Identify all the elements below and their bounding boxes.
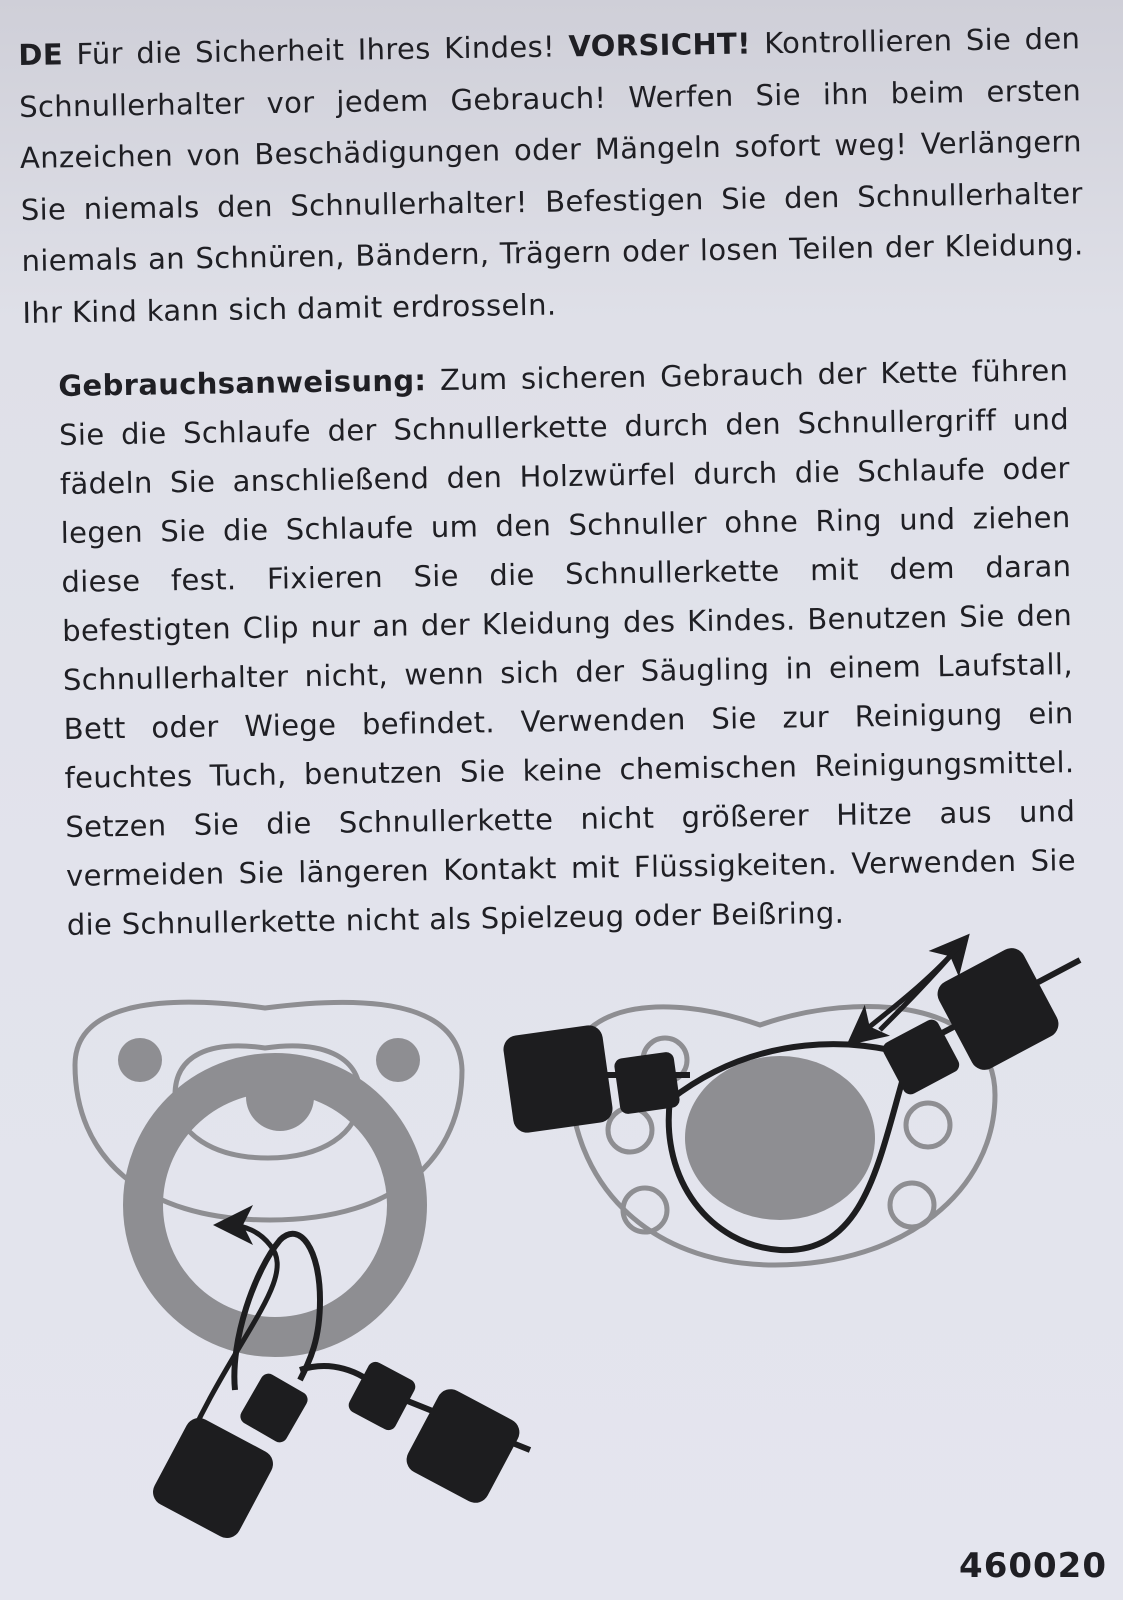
large-bead [148,1413,278,1540]
large-bead [502,1024,615,1135]
warning-paragraph [18,13,1085,339]
instructions-body: Zum sicheren Gebrauch der Kette führen Sie die Schlaufe der Schnullerkette durch den Schnullergriff und fädeln Sie anschließend den Holzwürfel durch die Schlaufe oder legen Sie die Schlaufe um den Schnuller ohne Ring und ziehen diese fest. Fixieren Sie die Schnullerkette mit dem daran befestigten Clip nur an der Kleidung des Kindes. Benutzen Sie den Schnullerhalter nicht, wenn sich der Säugling in einem Laufstall, Bett oder Wiege befindet. Verwenden Sie zur Reinigung ein feuchtes Tuch, benutzen Sie keine chemischen Reinigungsmittel. Setzen Sie die Schnullerkette nicht größerer Hitze aus und vermeiden Sie längeren Kontakt mit Flüssigkeiten. Verwenden Sie die Schnullerkette nicht als Spielzeug oder Beißring. [58,353,1077,942]
warning-body: Kontrollieren Sie den Schnullerhalter vor jedem Gebrauch! Werfen Sie ihn beim ersten Anzeichen von Beschädigungen oder Mängeln sofort weg! Verlängern Sie niemals den Schnullerhalter! Befestigen Sie den Schnullerhalter niemals an Schnüren, Bändern, Trägern oder losen Teilen der Kleidung. Ihr Kind kann sich damit erdrosseln. [18,21,1084,330]
small-bead [613,1051,680,1115]
vent-hole [608,1108,652,1152]
small-bead [237,1371,310,1445]
article-number: 460020 [959,1546,1107,1586]
caution-label: VORSICHT! [568,26,752,64]
vent-hole-left [118,1038,162,1082]
pacifier-knob [685,1056,875,1220]
small-bead [346,1359,418,1433]
warning-intro: Für die Sicherheit Ihres Kindes! [62,29,569,72]
country-code: DE [18,37,64,72]
vent-hole [890,1183,934,1227]
vent-hole [906,1103,950,1147]
illustration-area [0,920,1123,1540]
instructions-paragraph [58,346,1077,950]
vent-hole-right [376,1038,420,1082]
pacifier-without-ring-diagram [502,943,1080,1265]
large-bead [402,1384,525,1507]
pacifier-with-ring-diagram [75,1002,530,1540]
instructions-label: Gebrauchsanweisung: [58,363,427,403]
